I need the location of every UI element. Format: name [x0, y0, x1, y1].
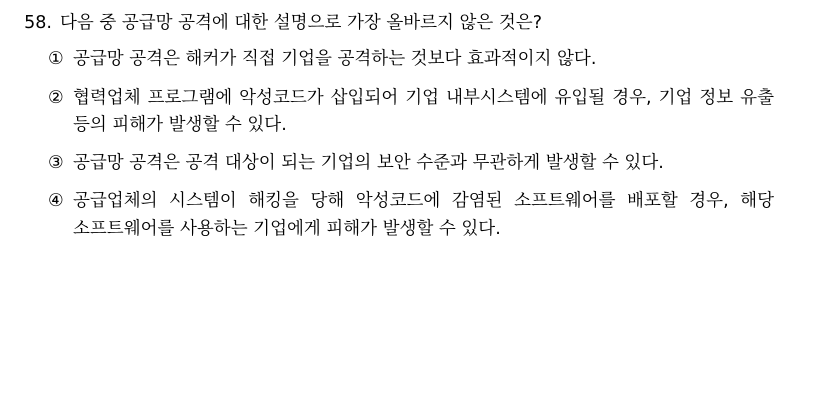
- choice-marker-4: ④: [48, 191, 64, 212]
- choice-option-4[interactable]: [0, 188, 826, 243]
- question-text: 다음 중 공급망 공격에 대한 설명으로 가장 올바르지 않은 것은?: [60, 13, 542, 33]
- choice-marker-3: ③: [48, 153, 64, 174]
- choice-text-4: 공급업체의 시스템이 해킹을 당해 악성코드에 감염된 소프트웨어를 배포할 경우, 해당 소프트웨어를 사용하는 기업에게 피해가 발생할 수 있다.: [73, 191, 774, 239]
- choice-text-1: 공급망 공격은 해커가 직접 기업을 공격하는 것보다 효과적이지 않다.: [73, 49, 597, 70]
- choice-option-3[interactable]: [0, 150, 826, 177]
- question-number: 58.: [24, 13, 52, 33]
- choice-option-2[interactable]: [0, 85, 826, 140]
- choice-list: [0, 46, 826, 243]
- choice-text-2: 협력업체 프로그램에 악성코드가 삽입되어 기업 내부시스템에 유입될 경우, 기업 정보 유출 등의 피해가 발생할 수 있다.: [73, 87, 774, 135]
- choice-option-1[interactable]: [0, 46, 826, 73]
- question-stem: [0, 10, 826, 37]
- choice-marker-2: ②: [48, 87, 64, 108]
- choice-text-3: 공급망 공격은 공격 대상이 되는 기업의 보안 수준과 무관하게 발생할 수 있다.: [73, 153, 664, 174]
- choice-marker-1: ①: [48, 49, 64, 70]
